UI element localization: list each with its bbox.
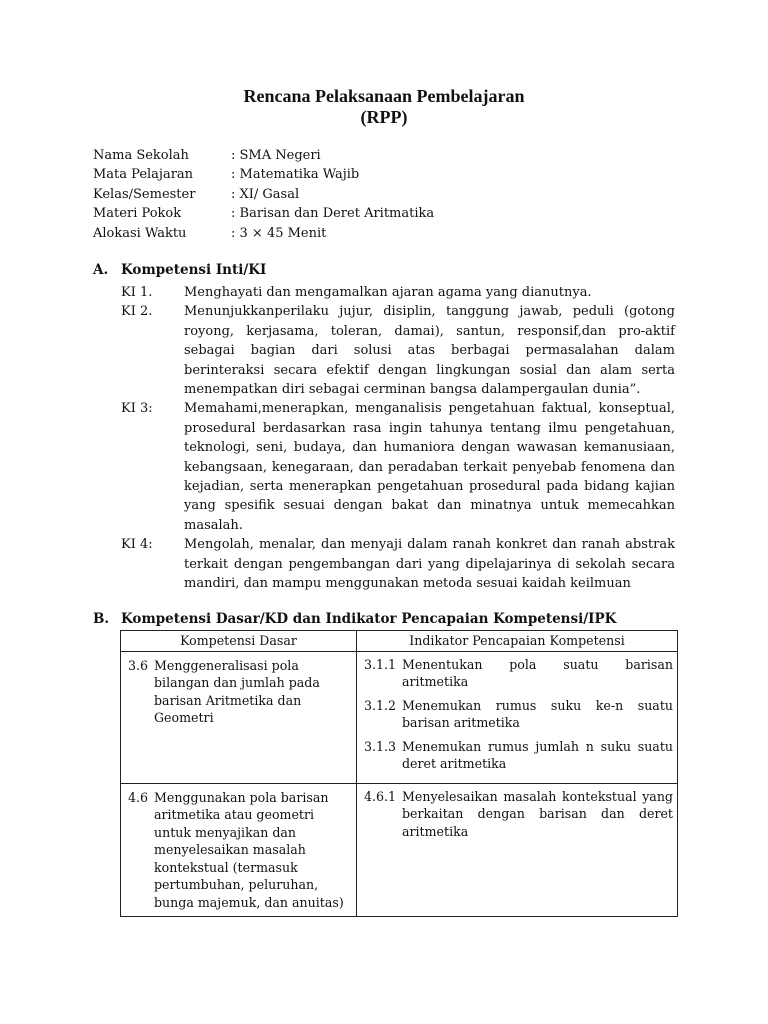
kd-text: Menggeneralisasi pola bilangan dan jumlah pada barisan Aritmetika dan Geometri — [154, 657, 320, 725]
ipk-text: Menyelesaikan masalah kontekstual yang berkaitan dengan barisan dan deret aritmetika — [402, 788, 673, 839]
table-header-row — [121, 631, 678, 652]
identity-row — [93, 146, 434, 165]
table-row — [121, 783, 678, 917]
section-b-title: Kompetensi Dasar/KD dan Indikator Pencapaian Kompetensi/IPK — [121, 611, 617, 627]
ki-item — [121, 283, 675, 302]
ki-text: Mengolah, menalar, dan menyaji dalam ranah konkret dan ranah abstrak terkait dengan pengembangan dari yang dipelajarinya di sekolah secara mandiri, dan mampu menggunakan metoda sesuai kaidah keilmuan — [184, 537, 675, 592]
identity-label: Kelas/Semester — [93, 186, 196, 202]
table-row — [121, 651, 678, 783]
ki-text: Memahami,menerapkan, menganalisis pengetahuan faktual, konseptual, prosedural berdasarkan rasa ingin tahunya tentang ilmu pengetahuan, teknologi, seni, budaya, dan humaniora dengan wawasan kemanusiaan, kebangsaan, kenegaraan, dan peradaban terkait penyebab fenomena dan kejadian, serta menerapkan pengetahuan prosedural pada bidang kajian yang spesifik sesuai dengan bakat dan minatnya untuk memecahkan masalah. — [184, 401, 675, 533]
identity-row — [93, 165, 434, 184]
ipk-number: 3.1.2 — [364, 697, 397, 713]
ipk-text: Menemukan rumus suku ke-n suatu barisan aritmetika — [402, 697, 673, 730]
ki-text: Menghayati dan mengamalkan ajaran agama yang dianutnya. — [184, 285, 592, 300]
title-line-1: Rencana Pelaksanaan Pembelajaran — [243, 86, 525, 106]
identity-value: : Matematika Wajib — [231, 167, 360, 183]
header-kompetensi-dasar: Kompetensi Dasar — [121, 631, 357, 652]
ki-list — [121, 283, 675, 594]
section-a-letter: A. — [93, 262, 109, 278]
section-b-heading — [93, 611, 616, 627]
kd-number: 4.6 — [128, 789, 149, 805]
ki-label: KI 4: — [121, 537, 153, 553]
ki-text: Menunjukkanperilaku jujur, disiplin, tanggung jawab, peduli (gotong royong, kerjasama, toleran, damai), santun, responsif,dan pro-aktif sebagai bagian dari solusi atas berbagai permasalahan dalam berinteraksi secara efektif dengan lingkungan sosial dan alam serta menempatkan diri sebagai cerminan bangsa dalampergaulan dunia”. — [184, 304, 675, 398]
identity-label: Nama Sekolah — [93, 148, 189, 163]
identity-block — [93, 146, 434, 243]
kd-cell — [121, 783, 357, 917]
document-title — [0, 86, 768, 128]
ki-item — [121, 399, 675, 535]
section-a-heading — [93, 262, 266, 278]
ki-label: KI 3: — [121, 401, 153, 417]
ki-item — [121, 535, 675, 593]
identity-label: Mata Pelajaran — [93, 167, 194, 183]
section-b-letter: B. — [93, 611, 110, 627]
identity-row — [93, 185, 434, 204]
ipk-number: 3.1.3 — [364, 738, 397, 754]
ipk-number: 4.6.1 — [364, 788, 397, 804]
kd-item — [122, 785, 355, 916]
identity-row — [93, 204, 434, 223]
identity-value: : 3 × 45 Menit — [231, 225, 327, 241]
ki-label: KI 2. — [121, 304, 153, 320]
kd-ipk-table — [120, 630, 678, 917]
ipk-item — [364, 697, 673, 732]
kd-text: Menggunakan pola barisan aritmetika atau geometri untuk menyajikan dan menyelesaikan masalah kontekstual (termasuk pertumbuhan, peluruhan, bunga majemuk, dan anuitas) — [154, 789, 344, 910]
ki-label: KI 1. — [121, 285, 153, 300]
identity-label: Alokasi Waktu — [93, 225, 187, 241]
ipk-item — [364, 788, 673, 841]
identity-row — [93, 224, 434, 243]
ipk-number: 3.1.1 — [364, 656, 397, 672]
kd-cell — [121, 651, 357, 783]
ipk-cell — [357, 651, 678, 783]
identity-label: Materi Pokok — [93, 206, 182, 222]
ipk-text: Menentukan pola suatu barisan aritmetika — [402, 656, 673, 689]
ipk-item — [364, 656, 673, 691]
identity-value: : Barisan dan Deret Aritmatika — [231, 206, 435, 222]
title-line-2: (RPP) — [360, 107, 408, 127]
header-indikator: Indikator Pencapaian Kompetensi — [357, 631, 678, 652]
section-a-title: Kompetensi Inti/KI — [121, 262, 267, 278]
kd-item — [122, 653, 355, 731]
ipk-item — [364, 738, 673, 773]
ipk-text: Menemukan rumus jumlah n suku suatu deret aritmetika — [402, 738, 673, 771]
ki-item — [121, 302, 675, 399]
kd-number: 3.6 — [128, 657, 149, 673]
identity-value: : XI/ Gasal — [231, 186, 300, 202]
ipk-cell — [357, 783, 678, 917]
identity-value: : SMA Negeri — [231, 148, 321, 163]
